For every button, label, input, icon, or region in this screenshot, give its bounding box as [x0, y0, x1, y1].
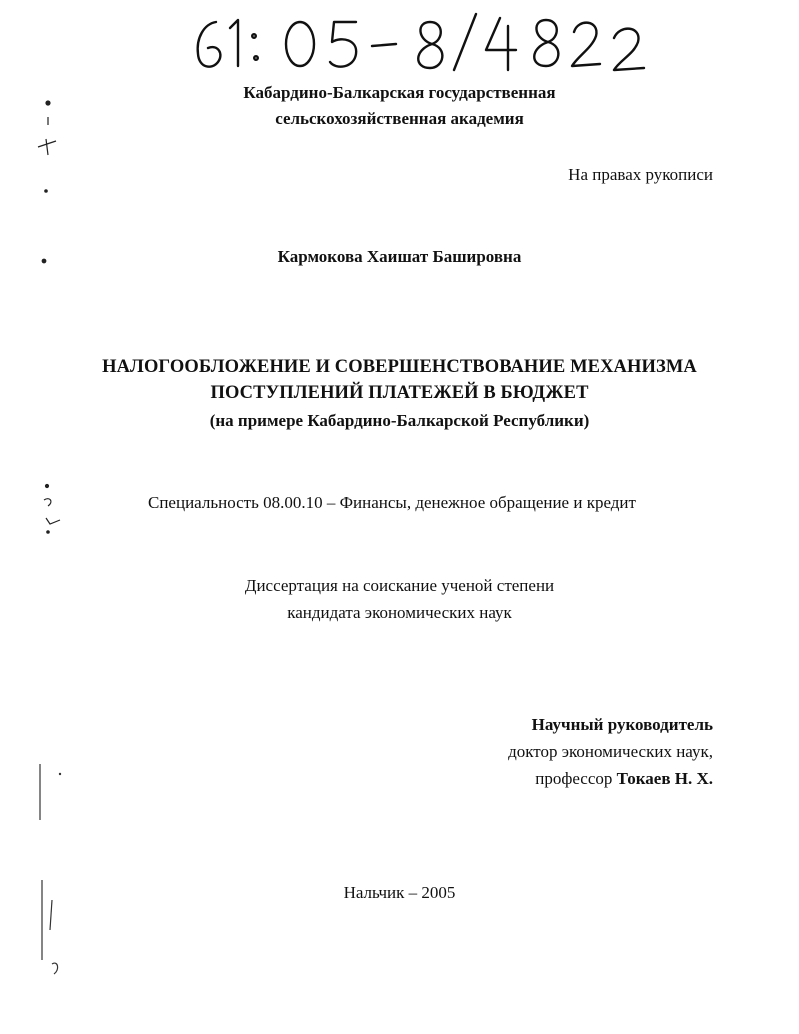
supervisor-title: профессор: [535, 769, 613, 788]
supervisor-name: Токаев Н. Х.: [616, 769, 713, 788]
institution-line-2: сельскохозяйственная академия: [275, 109, 524, 128]
scan-margin-marks-middle: [30, 480, 70, 540]
degree-line-2: кандидата экономических наук: [287, 603, 512, 622]
handwritten-archive-code: [186, 8, 666, 78]
author-name: Кармокова Хаишат Башировна: [277, 247, 522, 266]
degree-line-1: Диссертация на соискание ученой степени: [244, 576, 555, 595]
supervisor-heading: Научный руководитель: [531, 715, 713, 734]
scan-margin-marks-bottom: [30, 760, 70, 980]
place-year: Нальчик – 2005: [343, 883, 456, 902]
dissertation-title-subtitle: (на примере Кабардино-Балкарской Республики): [209, 411, 590, 430]
manuscript-note: На правах рукописи: [568, 165, 713, 184]
specialty: Специальность 08.00.10 – Финансы, денежное обращение и кредит: [148, 493, 636, 512]
supervisor-line: [535, 768, 713, 790]
dissertation-title-line-1: НАЛОГООБЛОЖЕНИЕ И СОВЕРШЕНСТВОВАНИЕ МЕХАНИЗМА: [102, 357, 697, 377]
institution-line-1: Кабардино-Балкарская государственная: [243, 83, 556, 102]
supervisor-degree: доктор экономических наук,: [508, 742, 713, 761]
dissertation-title-line-2: ПОСТУПЛЕНИЙ ПЛАТЕЖЕЙ В БЮДЖЕТ: [210, 383, 589, 403]
